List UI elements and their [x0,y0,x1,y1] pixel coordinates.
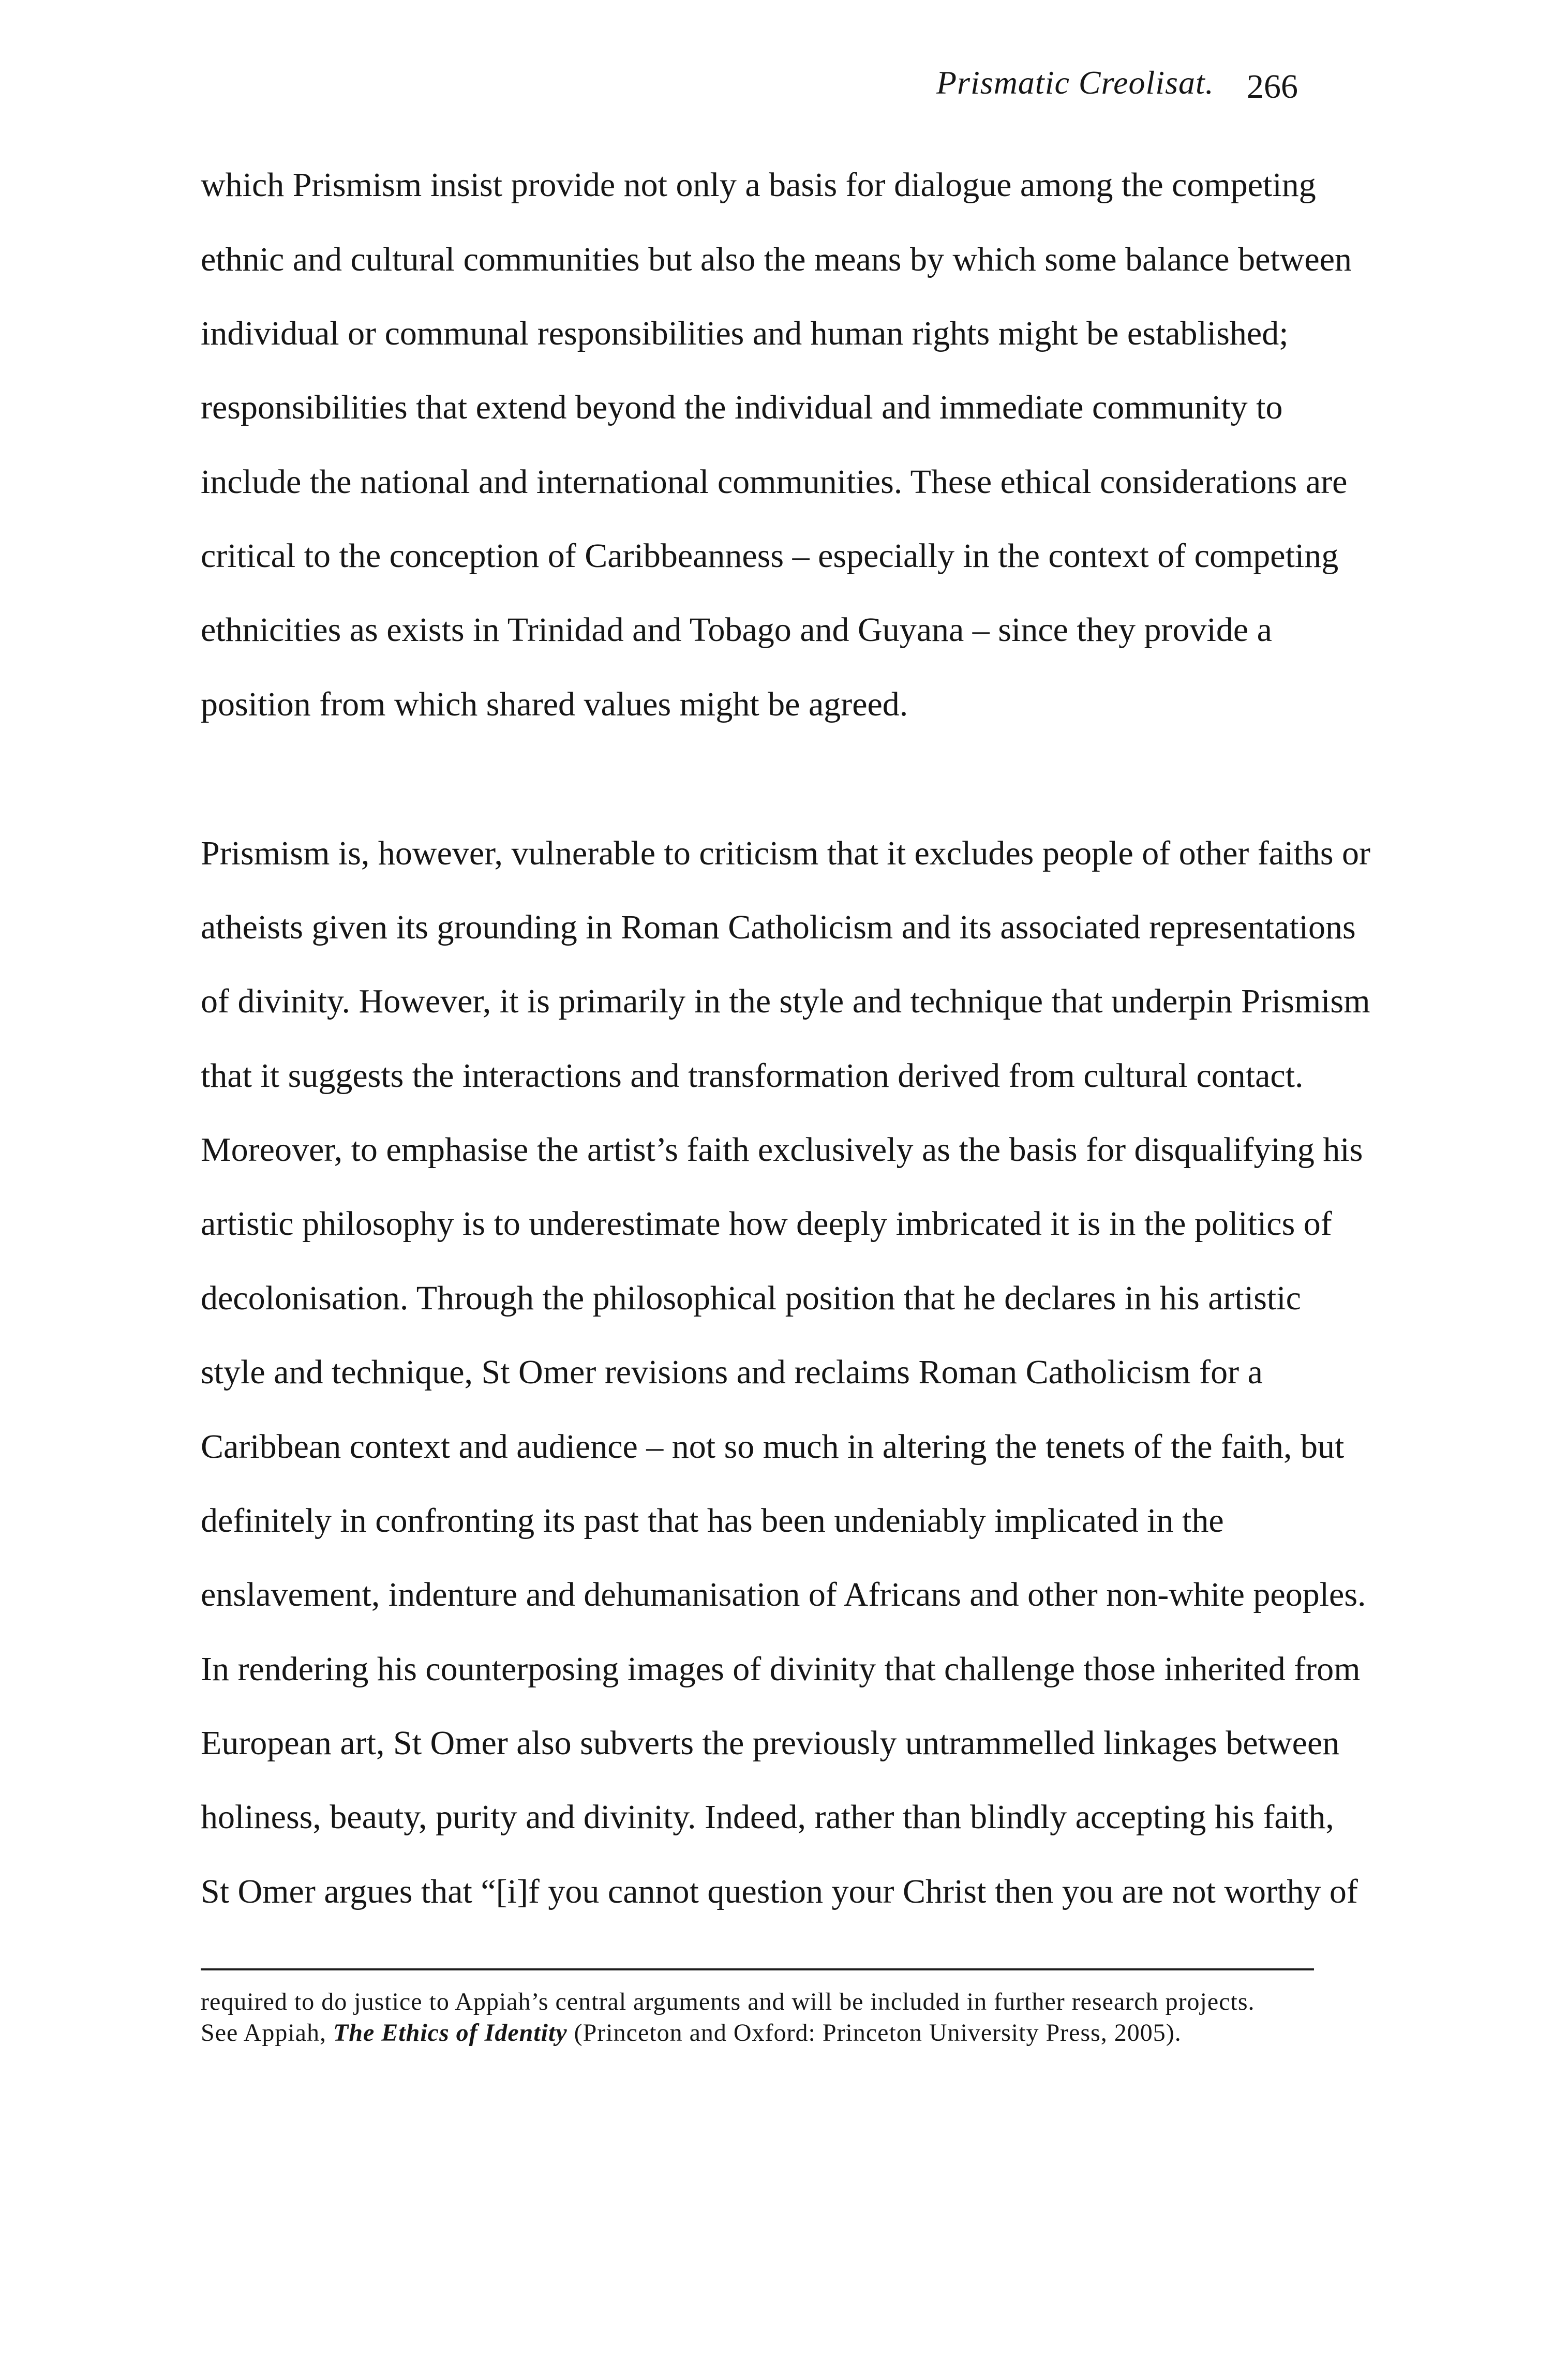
paragraph-1-line: critical to the conception of Caribbeanness – especially in the context of competing [201,537,1339,575]
paragraph-2-line: that it suggests the interactions and transformation derived from cultural contact. [201,1057,1304,1095]
paragraph-1-line: position from which shared values might be agreed. [201,685,908,723]
paragraph-1-line: responsibilities that extend beyond the individual and immediate community to [201,388,1283,426]
paragraph-2-line: European art, St Omer also subverts the previously untrammelled linkages between [201,1724,1340,1762]
paragraph-2-line: St Omer argues that “[i]f you cannot question your Christ then you are not worthy of [201,1873,1358,1910]
paragraph-1-line: individual or communal responsibilities and human rights might be established; [201,315,1289,352]
paragraph-2-line: style and technique, St Omer revisions and reclaims Roman Catholicism for a [201,1353,1263,1391]
paragraph-2-line: Moreover, to emphasise the artist’s faith exclusively as the basis for disqualifying his [201,1131,1363,1169]
paragraph-2-line: holiness, beauty, purity and divinity. Indeed, rather than blindly accepting his faith, [201,1798,1334,1836]
footnote-text: (Princeton and Oxford: Princeton University Press, 2005). [567,2019,1182,2046]
paragraph-2-line: decolonisation. Through the philosophical position that he declares in his artistic [201,1279,1301,1317]
paragraph-2-line: In rendering his counterposing images of divinity that challenge those inherited from [201,1650,1361,1688]
footnote-line: required to do justice to Appiah’s central arguments and will be included in further research projects. [201,1988,1255,2015]
paragraph-2-line: Prismism is, however, vulnerable to criticism that it excludes people of other faiths or [201,834,1370,872]
paragraph-2-line: Caribbean context and audience – not so much in altering the tenets of the faith, but [201,1428,1345,1466]
paragraph-2-line: definitely in confronting its past that has been undeniably implicated in the [201,1502,1224,1540]
running-title: Prismatic Creolisat. [936,64,1214,101]
footnote-line [201,2018,1391,2049]
paragraph-2-line: atheists given its grounding in Roman Catholicism and its associated representations [201,908,1356,946]
paragraph-2-line: of divinity. However, it is primarily in the style and technique that underpin Prismism [201,982,1370,1020]
page-number: 266 [1247,68,1298,106]
running-header [921,54,1319,111]
paragraph-1-line: ethnic and cultural communities but also the means by which some balance between [201,241,1352,278]
paragraph-2-line: artistic philosophy is to underestimate how deeply imbricated it is in the politics of [201,1205,1332,1243]
footnote-text: See Appiah, [201,2019,333,2046]
footnote-divider [201,1968,1314,1970]
paragraph-1-line: ethnicities as exists in Trinidad and Tobago and Guyana – since they provide a [201,611,1272,649]
paragraph-1-line: include the national and international communities. These ethical considerations are [201,463,1348,501]
footnote-book-title: The Ethics of Identity [333,2019,568,2046]
paragraph-2-line: enslavement, indenture and dehumanisation of Africans and other non-white peoples. [201,1576,1366,1613]
paragraph-1-line: which Prismism insist provide not only a basis for dialogue among the competing [201,166,1316,204]
